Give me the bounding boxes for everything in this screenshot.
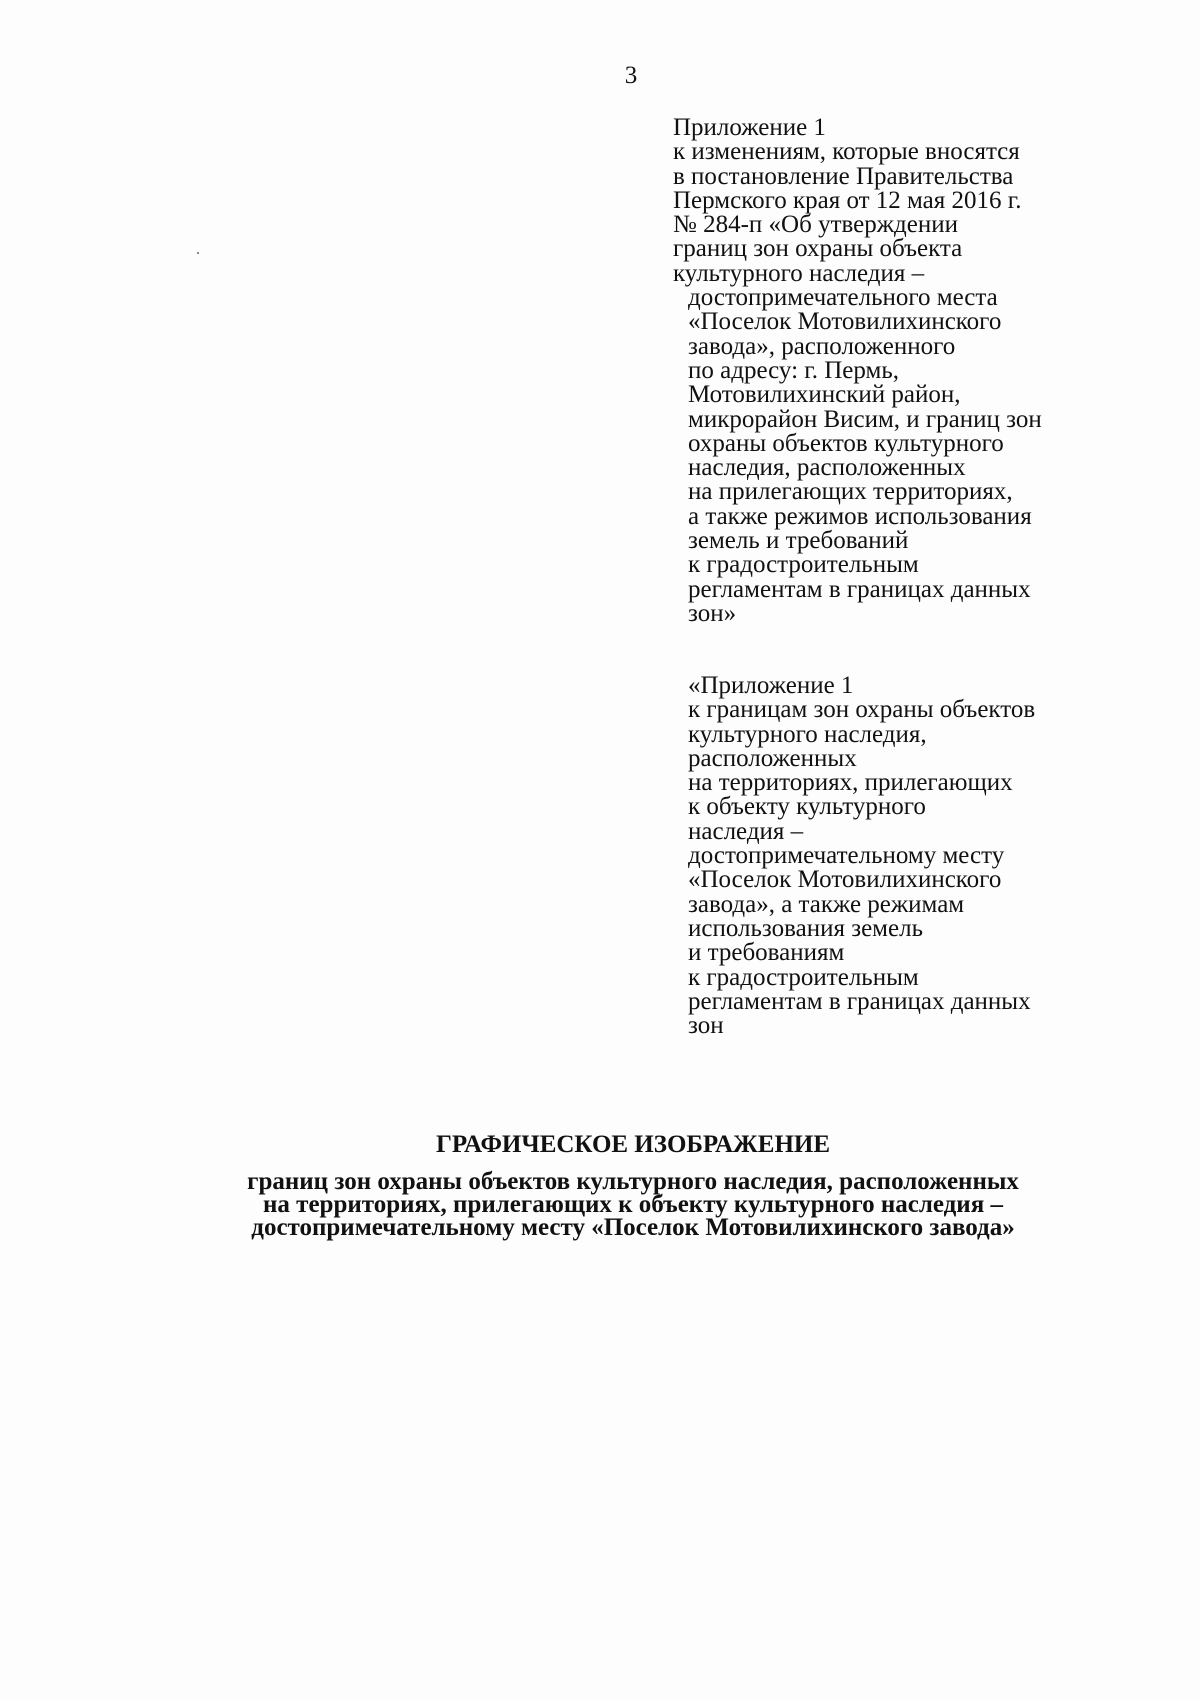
appendix-1-line: зон»: [688, 599, 737, 627]
appendix-2-line: регламентам в границах данных: [688, 987, 1031, 1015]
appendix-2-line: на территориях, прилегающих: [688, 769, 1013, 797]
appendix-1-line: Пермского края от 12 мая 2016 г.: [673, 186, 1022, 214]
appendix-2-line: культурного наследия,: [688, 720, 927, 748]
appendix-2-line: завода», а также режимам: [688, 890, 965, 918]
appendix-1-line: № 284-п «Об утверждении: [673, 211, 958, 239]
appendix-1-header: [673, 114, 1108, 627]
appendix-2-line: к градостроительным: [688, 963, 919, 991]
appendix-1-line: к градостроительным: [688, 551, 919, 579]
appendix-1-line: наследия, расположенных: [688, 454, 966, 482]
graphic-title: ГРАФИЧЕСКОЕ ИЗОБРАЖЕНИЕ: [435, 1131, 831, 1158]
appendix-1-line: в постановление Правительства: [673, 162, 1014, 190]
appendix-2-line: наследия –: [688, 817, 804, 845]
graphic-subtitle: [0, 1170, 1200, 1239]
graphic-subtitle-line: границ зон охраны объектов культурного наследия, расположенных: [247, 1168, 1019, 1195]
appendix-1-line: по адресу: г. Пермь,: [688, 356, 899, 384]
appendix-1-new-header: [688, 674, 1108, 1038]
appendix-2-line: к объекту культурного: [688, 793, 926, 821]
scan-speck: [197, 252, 199, 254]
appendix-1-line: микрорайон Висим, и границ зон: [688, 405, 1042, 433]
appendix-1-line: достопримечательного места: [688, 284, 998, 312]
appendix-1-line: культурного наследия –: [673, 259, 925, 287]
appendix-1-line: а также режимов использования: [688, 502, 1032, 530]
appendix-2-line: «Приложение 1: [688, 672, 854, 699]
graphic-subtitle-line: на территориях, прилегающих к объекту культурного наследия –: [263, 1191, 1003, 1218]
appendix-2-line: зон: [688, 1012, 724, 1040]
appendix-2-line: достопримечательному месту: [688, 842, 1005, 870]
appendix-1-line: охраны объектов культурного: [688, 429, 1004, 457]
appendix-1-line: Приложение 1: [673, 114, 826, 141]
appendix-2-line: «Поселок Мотовилихинского: [688, 866, 1002, 894]
appendix-1-line: земель и требований: [688, 527, 909, 555]
graphic-subtitle-line: достопримечательному месту «Поселок Мотовилихинского завода»: [251, 1214, 1015, 1241]
appendix-2-line: расположенных: [688, 744, 857, 772]
appendix-1-line: на прилегающих территориях,: [688, 478, 1013, 506]
appendix-1-line: к изменениям, которые вносятся: [673, 138, 1020, 166]
appendix-2-line: и требованиям: [688, 939, 845, 967]
page-number: 3: [624, 62, 638, 89]
appendix-1-line: «Поселок Мотовилихинского: [688, 308, 1002, 336]
appendix-1-line: регламентам в границах данных: [688, 575, 1031, 603]
appendix-2-line: использования земель: [688, 914, 923, 942]
appendix-1-line: Мотовилихинский район,: [688, 381, 961, 409]
appendix-1-line: завода», расположенного: [688, 332, 956, 360]
appendix-1-line: границ зон охраны объекта: [673, 235, 963, 263]
appendix-2-line: к границам зон охраны объектов: [688, 696, 1036, 724]
